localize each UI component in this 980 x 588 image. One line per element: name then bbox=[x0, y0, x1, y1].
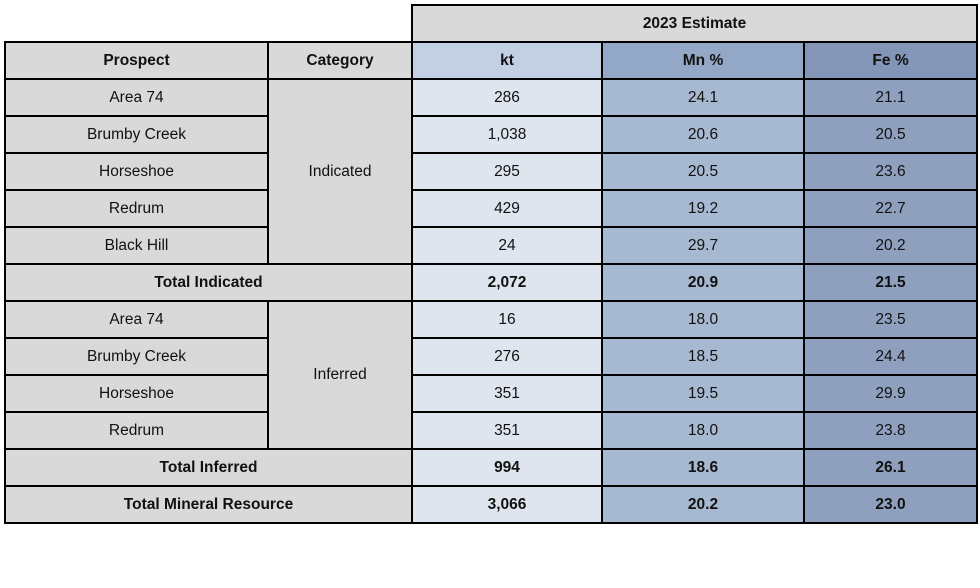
table-row bbox=[5, 338, 977, 375]
cell-mn: 19.5 bbox=[602, 375, 804, 412]
cell-prospect: Area 74 bbox=[5, 301, 268, 338]
total-mn-indicated: 20.9 bbox=[602, 264, 804, 301]
cell-kt: 351 bbox=[412, 375, 602, 412]
table-row bbox=[5, 227, 977, 264]
cell-mn: 20.6 bbox=[602, 116, 804, 153]
column-header-category: Category bbox=[268, 42, 412, 79]
column-header-fe-percent: Fe % bbox=[804, 42, 977, 79]
total-label-inferred: Total Inferred bbox=[5, 449, 412, 486]
cell-fe: 23.5 bbox=[804, 301, 977, 338]
cell-prospect: Brumby Creek bbox=[5, 116, 268, 153]
table-group-header-row bbox=[5, 5, 977, 42]
cell-fe: 20.2 bbox=[804, 227, 977, 264]
table-row bbox=[5, 153, 977, 190]
cell-prospect: Brumby Creek bbox=[5, 338, 268, 375]
cell-category-indicated: Indicated bbox=[268, 79, 412, 264]
column-header-prospect: Prospect bbox=[5, 42, 268, 79]
mineral-resource-table-sheet bbox=[0, 4, 980, 588]
cell-kt: 295 bbox=[412, 153, 602, 190]
cell-category-inferred: Inferred bbox=[268, 301, 412, 449]
cell-fe: 23.8 bbox=[804, 412, 977, 449]
total-kt-inferred: 994 bbox=[412, 449, 602, 486]
cell-mn: 18.5 bbox=[602, 338, 804, 375]
total-kt-indicated: 2,072 bbox=[412, 264, 602, 301]
table-total-row-indicated bbox=[5, 264, 977, 301]
cell-prospect: Horseshoe bbox=[5, 375, 268, 412]
table-row bbox=[5, 79, 977, 116]
table-total-row-inferred bbox=[5, 449, 977, 486]
table-row bbox=[5, 301, 977, 338]
cell-mn: 24.1 bbox=[602, 79, 804, 116]
cell-fe: 21.1 bbox=[804, 79, 977, 116]
total-mn-inferred: 18.6 bbox=[602, 449, 804, 486]
total-kt-mineral-resource: 3,066 bbox=[412, 486, 602, 523]
cell-mn: 18.0 bbox=[602, 412, 804, 449]
cell-mn: 18.0 bbox=[602, 301, 804, 338]
column-header-kt: kt bbox=[412, 42, 602, 79]
total-mn-mineral-resource: 20.2 bbox=[602, 486, 804, 523]
cell-kt: 429 bbox=[412, 190, 602, 227]
mineral-resource-table bbox=[4, 4, 978, 524]
spacer-cell bbox=[5, 5, 268, 42]
cell-prospect: Area 74 bbox=[5, 79, 268, 116]
cell-prospect: Horseshoe bbox=[5, 153, 268, 190]
table-row bbox=[5, 190, 977, 227]
group-header-2023-estimate: 2023 Estimate bbox=[412, 5, 977, 42]
cell-fe: 23.6 bbox=[804, 153, 977, 190]
total-label-mineral-resource: Total Mineral Resource bbox=[5, 486, 412, 523]
cell-mn: 19.2 bbox=[602, 190, 804, 227]
table-row bbox=[5, 116, 977, 153]
table-row bbox=[5, 375, 977, 412]
cell-fe: 22.7 bbox=[804, 190, 977, 227]
cell-kt: 276 bbox=[412, 338, 602, 375]
total-fe-indicated: 21.5 bbox=[804, 264, 977, 301]
cell-prospect: Redrum bbox=[5, 190, 268, 227]
cell-kt: 24 bbox=[412, 227, 602, 264]
cell-prospect: Black Hill bbox=[5, 227, 268, 264]
total-fe-mineral-resource: 23.0 bbox=[804, 486, 977, 523]
cell-mn: 29.7 bbox=[602, 227, 804, 264]
cell-fe: 20.5 bbox=[804, 116, 977, 153]
total-label-indicated: Total Indicated bbox=[5, 264, 412, 301]
cell-fe: 24.4 bbox=[804, 338, 977, 375]
table-total-row-mineral-resource bbox=[5, 486, 977, 523]
column-header-mn-percent: Mn % bbox=[602, 42, 804, 79]
cell-kt: 16 bbox=[412, 301, 602, 338]
table-row bbox=[5, 412, 977, 449]
cell-kt: 1,038 bbox=[412, 116, 602, 153]
cell-mn: 20.5 bbox=[602, 153, 804, 190]
cell-kt: 351 bbox=[412, 412, 602, 449]
spacer-cell bbox=[268, 5, 412, 42]
total-fe-inferred: 26.1 bbox=[804, 449, 977, 486]
cell-fe: 29.9 bbox=[804, 375, 977, 412]
cell-prospect: Redrum bbox=[5, 412, 268, 449]
table-column-header-row bbox=[5, 42, 977, 79]
cell-kt: 286 bbox=[412, 79, 602, 116]
